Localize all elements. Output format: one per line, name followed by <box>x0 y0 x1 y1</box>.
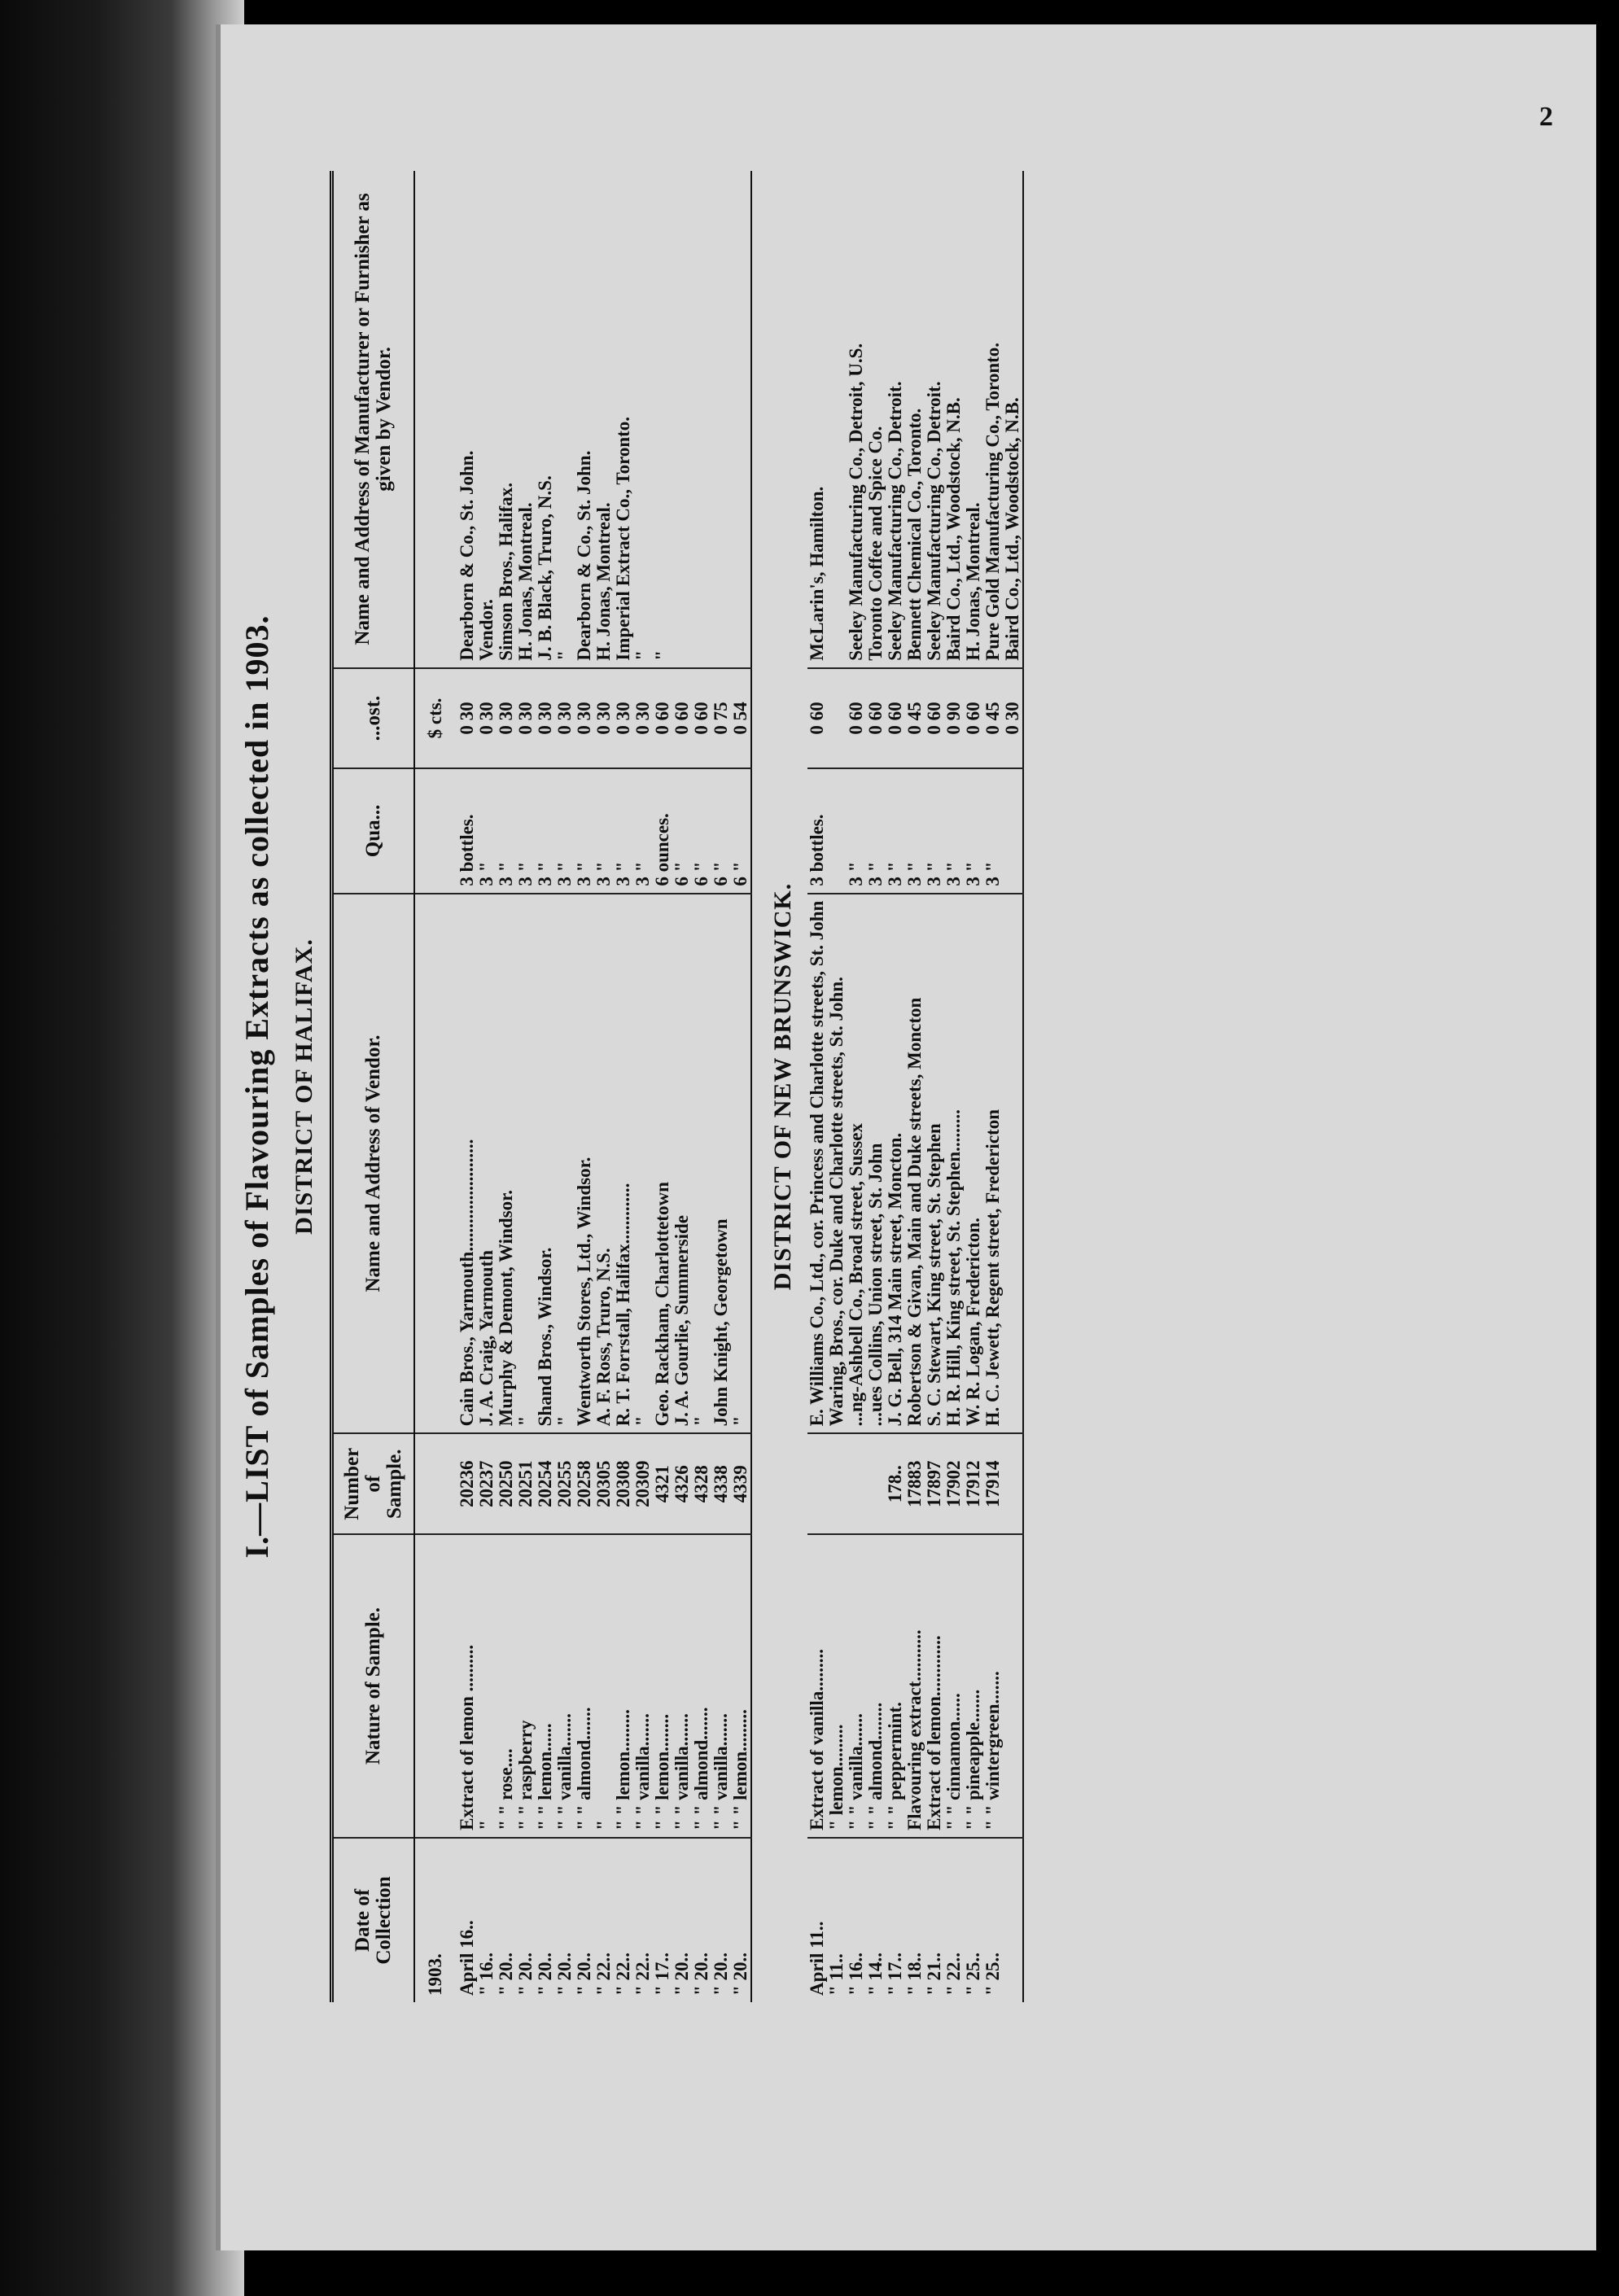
cell-number: 20309 <box>633 1433 653 1534</box>
table-row <box>983 171 1003 2002</box>
cell-quantity: 3 " <box>866 768 886 893</box>
cell-quantity: 3 " <box>555 768 575 893</box>
cell-number <box>807 1433 827 1534</box>
cell-nature: " " lemon......... <box>614 1534 633 1838</box>
cell-nature: " " vanilla....... <box>633 1534 653 1838</box>
cell-number: 17902 <box>944 1433 964 1534</box>
cell-manufacturer: Simson Bros., Halifax. <box>497 171 516 668</box>
cell-nature <box>1003 1534 1023 1838</box>
cell-number: 17883 <box>905 1433 925 1534</box>
cell-quantity: 6 " <box>711 768 731 893</box>
cell-number: 20250 <box>497 1433 516 1534</box>
table-bottom-rule <box>1023 171 1024 2002</box>
year-label: 1903. <box>425 1953 445 1996</box>
cell-cost: 0 60 <box>964 668 983 768</box>
cell-vendor: J. G. Bell, 314 Main street, Moncton. <box>886 894 905 1434</box>
cell-number: 20255 <box>555 1433 575 1534</box>
table-row <box>866 171 886 2002</box>
page-number: 2 <box>1539 102 1553 132</box>
cell-date: " 20.. <box>535 1952 555 1996</box>
table-row <box>672 171 692 2002</box>
cell-vendor: " <box>633 894 653 1434</box>
cell-vendor: " <box>555 894 575 1434</box>
cell-manufacturer: H. Jonas, Montreal. <box>964 171 983 668</box>
cell-date <box>1003 1838 1023 2002</box>
cell-manufacturer: " <box>555 171 575 668</box>
cell-quantity: 3 " <box>847 768 866 893</box>
cell-cost: 0 60 <box>672 668 692 768</box>
cell-nature: " " cinnamon...... <box>944 1534 964 1838</box>
cell-nature: " " raspberry <box>516 1534 536 1838</box>
cell-vendor: A. F. Ross, Truro, N.S. <box>594 894 614 1434</box>
cell-vendor: " <box>692 894 711 1434</box>
cell-date: " 18.. <box>904 1952 925 1996</box>
cell-nature: " " lemon......... <box>731 1534 751 1838</box>
cell-cost: 0 30 <box>575 668 594 768</box>
cell-cost: 0 30 <box>516 668 536 768</box>
table-row <box>1003 171 1023 2002</box>
cell-nature: " " almond....... <box>575 1534 594 1838</box>
cell-cost: 0 60 <box>692 668 711 768</box>
cell-manufacturer <box>731 171 751 668</box>
cell-number: 20305 <box>594 1433 614 1534</box>
cell-manufacturer: J. B. Black, Truro, N.S. <box>536 171 555 668</box>
cell-cost: 0 60 <box>866 668 886 768</box>
cell-quantity: 3 " <box>886 768 905 893</box>
cell-date: " 22.. <box>613 1952 633 1996</box>
cell-nature: Extract of lemon............. <box>925 1534 944 1838</box>
cell-nature: " " lemon...... <box>536 1534 555 1838</box>
cell-date: " 22.. <box>632 1952 653 1996</box>
cell-nature: Flavouring extract........... <box>905 1534 925 1838</box>
cell-cost: 0 60 <box>807 668 827 768</box>
cell-number: 17897 <box>925 1433 944 1534</box>
cell-manufacturer: Vendor. <box>477 171 497 668</box>
cell-quantity: 3 " <box>516 768 536 893</box>
cell-number: 4339 <box>731 1433 751 1534</box>
cell-manufacturer <box>672 171 692 668</box>
cell-quantity: 6 " <box>731 768 751 893</box>
cell-manufacturer <box>827 171 847 668</box>
cell-manufacturer: Seeley Manufacturing Co., Detroit. <box>925 171 944 668</box>
col-quantity-header: Qua... <box>332 768 415 893</box>
cell-nature: " " pineapple....... <box>964 1534 983 1838</box>
table-row <box>575 171 594 2002</box>
cell-nature: " " almond........ <box>866 1534 886 1838</box>
cell-cost: 0 30 <box>594 668 614 768</box>
table-row <box>711 171 731 2002</box>
cell-manufacturer: McLarin's, Hamilton. <box>807 171 827 668</box>
cell-number <box>847 1433 866 1534</box>
cell-quantity: 3 " <box>497 768 516 893</box>
cell-date: " 20.. <box>515 1952 536 1996</box>
table-row <box>807 171 827 2002</box>
table-row <box>457 171 477 2002</box>
cell-nature: " " lemon........ <box>653 1534 672 1838</box>
table-row <box>886 171 905 2002</box>
cell-manufacturer: Seeley Manufacturing Co., Detroit, U.S. <box>847 171 866 668</box>
cell-manufacturer <box>692 171 711 668</box>
cell-vendor: Robertson & Givan, Main and Duke streets, Moncton <box>905 894 925 1434</box>
cell-cost: 0 30 <box>633 668 653 768</box>
cell-date: " 20.. <box>691 1952 711 1996</box>
cell-cost: 0 90 <box>944 668 964 768</box>
cell-manufacturer: Baird Co., Ltd., Woodstock, N.B. <box>1003 171 1023 668</box>
cell-nature: " " peppermint. <box>886 1534 905 1838</box>
currency-label: $ cts. <box>414 668 457 768</box>
cell-number: 20254 <box>536 1433 555 1534</box>
col-number-header: Number of Sample. <box>332 1433 415 1534</box>
col-nature-header: Nature of Sample. <box>332 1534 415 1838</box>
cell-number: 20237 <box>477 1433 497 1534</box>
cell-number: 4338 <box>711 1433 731 1534</box>
cell-manufacturer: Pure Gold Manufacturing Co., Toronto. <box>983 171 1003 668</box>
cell-date: " 20.. <box>554 1952 575 1996</box>
cell-vendor: H. R. Hill, King street, St. Stephen......... <box>944 894 964 1434</box>
cell-number <box>827 1433 847 1534</box>
cell-vendor: Wentworth Stores, Ltd., Windsor. <box>575 894 594 1434</box>
cell-cost: 0 60 <box>886 668 905 768</box>
cell-nature: " lemon......... <box>827 1534 847 1838</box>
table-row <box>614 171 633 2002</box>
cell-date: " 22.. <box>943 1952 964 1996</box>
cell-vendor: R. T. Forrstall, Halifax............. <box>614 894 633 1434</box>
cell-nature: " " vanilla....... <box>847 1534 866 1838</box>
cell-date: " 20.. <box>730 1952 750 1996</box>
cell-quantity <box>1003 768 1023 893</box>
cell-number: 20308 <box>614 1433 633 1534</box>
cell-cost: 0 30 <box>497 668 516 768</box>
cell-number: 20236 <box>457 1433 477 1534</box>
cell-quantity: 3 " <box>905 768 925 893</box>
district-heading: DISTRICT OF NEW BRUNSWICK. <box>769 882 796 1291</box>
cell-date: " 17.. <box>652 1952 672 1996</box>
cell-cost: 0 45 <box>905 668 925 768</box>
cell-cost: 0 30 <box>536 668 555 768</box>
cell-quantity: 3 " <box>964 768 983 893</box>
cell-date: " 22.. <box>593 1952 614 1996</box>
cell-quantity: 6 " <box>672 768 692 893</box>
cell-vendor: E. Williams Co., Ltd., cor. Princess and Charlotte streets, St. John <box>807 894 827 1434</box>
cell-manufacturer: Seeley Manufacturing Co., Detroit. <box>886 171 905 668</box>
cell-cost: 0 60 <box>925 668 944 768</box>
cell-vendor: Cain Bros., Yarmouth........................ <box>457 894 477 1434</box>
cell-number: 178.. <box>886 1433 905 1534</box>
cell-manufacturer: Dearborn & Co., St. John. <box>457 171 477 668</box>
cell-cost: 0 54 <box>731 668 751 768</box>
cell-date: April 16.. <box>457 1920 477 1996</box>
col-date-header: Date of Collection <box>332 1838 415 2002</box>
cell-vendor: J. A. Craig, Yarmouth <box>477 894 497 1434</box>
cell-vendor: Waring, Bros., cor. Duke and Charlotte streets, St. John. <box>827 894 847 1434</box>
table-row <box>847 171 866 2002</box>
cell-quantity: 3 " <box>925 768 944 893</box>
cell-quantity: 3 " <box>575 768 594 893</box>
cell-quantity: 3 " <box>594 768 614 893</box>
cell-number: 17914 <box>983 1433 1003 1534</box>
cell-number: 17912 <box>964 1433 983 1534</box>
table-row <box>944 171 964 2002</box>
cell-nature: " " wintergreen....... <box>983 1534 1003 1838</box>
cell-quantity <box>827 768 847 893</box>
cell-date: " 16.. <box>846 1952 866 1996</box>
cell-quantity: 3 bottles. <box>807 768 827 893</box>
table-title: I.—LIST of Samples of Flavouring Extracts as collected in 1903. <box>238 614 275 1559</box>
cell-cost: 0 30 <box>457 668 477 768</box>
cell-manufacturer: Imperial Extract Co., Toronto. <box>614 171 633 668</box>
table-row <box>477 171 497 2002</box>
cell-nature: " " vanilla....... <box>711 1534 731 1838</box>
cell-nature: " " vanilla....... <box>672 1534 692 1838</box>
cell-date: April 11.. <box>807 1921 827 1996</box>
table-row <box>905 171 925 2002</box>
cell-vendor: H. C. Jewett, Regent street, Fredericton <box>983 894 1003 1434</box>
cell-quantity: 3 " <box>614 768 633 893</box>
table-row <box>555 171 575 2002</box>
cell-quantity: 6 " <box>692 768 711 893</box>
cell-vendor: J. A. Gourlie, Summerside <box>672 894 692 1434</box>
cell-nature: Extract of vanilla......... <box>807 1534 827 1838</box>
table-row <box>653 171 672 2002</box>
cell-quantity: 3 bottles. <box>457 768 477 893</box>
table-row <box>594 171 614 2002</box>
cell-cost <box>827 668 847 768</box>
table-header-row <box>332 171 415 2002</box>
cell-number: 20258 <box>575 1433 594 1534</box>
cell-manufacturer: " <box>633 171 653 668</box>
cell-nature: " " rose.... <box>497 1534 516 1838</box>
table-row <box>633 171 653 2002</box>
cell-date: " 16.. <box>476 1952 497 1996</box>
cell-date: " 21.. <box>924 1952 944 1996</box>
cell-number: 4326 <box>672 1433 692 1534</box>
col-vendor-header: Name and Address of Vendor. <box>332 894 415 1434</box>
cell-quantity: 3 " <box>477 768 497 893</box>
cell-vendor: ...ng-Ashbell Co., Broad street, Sussex <box>847 894 866 1434</box>
cell-date: " 20.. <box>574 1952 594 1996</box>
cell-vendor: ...ues Collins, Union street, St. John <box>866 894 886 1434</box>
cell-date: " 25.. <box>963 1952 983 1996</box>
cell-vendor: Geo. Rackham, Charlottetown <box>653 894 672 1434</box>
table-body <box>414 171 1024 2002</box>
cell-cost: 0 30 <box>1003 668 1023 768</box>
cell-quantity: 3 " <box>536 768 555 893</box>
cell-manufacturer: " <box>653 171 672 668</box>
cell-manufacturer: Bennett Chemical Co., Toronto. <box>905 171 925 668</box>
cell-date: " 20.. <box>672 1952 692 1996</box>
cell-cost: 0 30 <box>477 668 497 768</box>
cell-date: " 20.. <box>711 1952 731 1996</box>
cell-number: 20251 <box>516 1433 536 1534</box>
cell-vendor: Shand Bros., Windsor. <box>536 894 555 1434</box>
cell-quantity: 6 ounces. <box>653 768 672 893</box>
cell-date: " 25.. <box>982 1952 1003 1996</box>
cell-number <box>866 1433 886 1534</box>
table-row <box>536 171 555 2002</box>
cell-nature: " <box>594 1534 614 1838</box>
cell-cost: 0 75 <box>711 668 731 768</box>
table-row <box>516 171 536 2002</box>
cell-vendor: S. C. Stewart, King street, St. Stephen <box>925 894 944 1434</box>
cell-date: " 20.. <box>496 1952 516 1996</box>
cell-manufacturer: Dearborn & Co., St. John. <box>575 171 594 668</box>
district-heading-row <box>752 171 807 2002</box>
cell-cost: 0 30 <box>614 668 633 768</box>
cell-number: 4321 <box>653 1433 672 1534</box>
col-cost-header: ...ost. <box>332 668 415 768</box>
table-row <box>731 171 751 2002</box>
col-manufacturer-header: Name and Address of Manufacturer or Furnisher as given by Vendor. <box>332 171 415 668</box>
samples-table <box>330 171 1024 2002</box>
cell-manufacturer: H. Jonas, Montreal. <box>516 171 536 668</box>
cell-nature: " " vanilla....... <box>555 1534 575 1838</box>
cell-manufacturer: H. Jonas, Montreal. <box>594 171 614 668</box>
cell-manufacturer: Toronto Coffee and Spice Co. <box>866 171 886 668</box>
cell-vendor <box>1003 894 1023 1434</box>
table-row <box>964 171 983 2002</box>
cell-date: " 14.. <box>865 1952 886 1996</box>
cell-cost: 0 60 <box>653 668 672 768</box>
year-row <box>414 171 457 2002</box>
cell-number <box>1003 1433 1023 1534</box>
cell-nature: Extract of lemon .......... <box>457 1534 477 1838</box>
cell-date: " 17.. <box>885 1952 905 1996</box>
cell-date: " 11.. <box>826 1953 847 1996</box>
cell-quantity: 3 " <box>983 768 1003 893</box>
cell-cost: 0 30 <box>555 668 575 768</box>
cell-cost: 0 45 <box>983 668 1003 768</box>
cell-vendor: John Knight, Georgetown <box>711 894 731 1434</box>
cell-vendor: W. R. Logan, Fredericton. <box>964 894 983 1434</box>
rotated-table-content <box>213 171 1394 2002</box>
cell-nature: " <box>477 1534 497 1838</box>
district-heading-halifax: DISTRICT OF HALIFAX. <box>291 938 317 1235</box>
cell-vendor: " <box>516 894 536 1434</box>
table-row <box>692 171 711 2002</box>
cell-quantity: 3 " <box>944 768 964 893</box>
cell-manufacturer: Baird Co., Ltd., Woodstock, N.B. <box>944 171 964 668</box>
cell-nature: " " almond....... <box>692 1534 711 1838</box>
cell-vendor: Murphy & Demont, Windsor. <box>497 894 516 1434</box>
table-row <box>497 171 516 2002</box>
cell-quantity: 3 " <box>633 768 653 893</box>
table-row <box>925 171 944 2002</box>
cell-vendor: " <box>731 894 751 1434</box>
cell-number: 4328 <box>692 1433 711 1534</box>
book-binding-edge <box>0 0 244 2296</box>
table-row <box>827 171 847 2002</box>
cell-manufacturer <box>711 171 731 668</box>
cell-cost: 0 60 <box>847 668 866 768</box>
